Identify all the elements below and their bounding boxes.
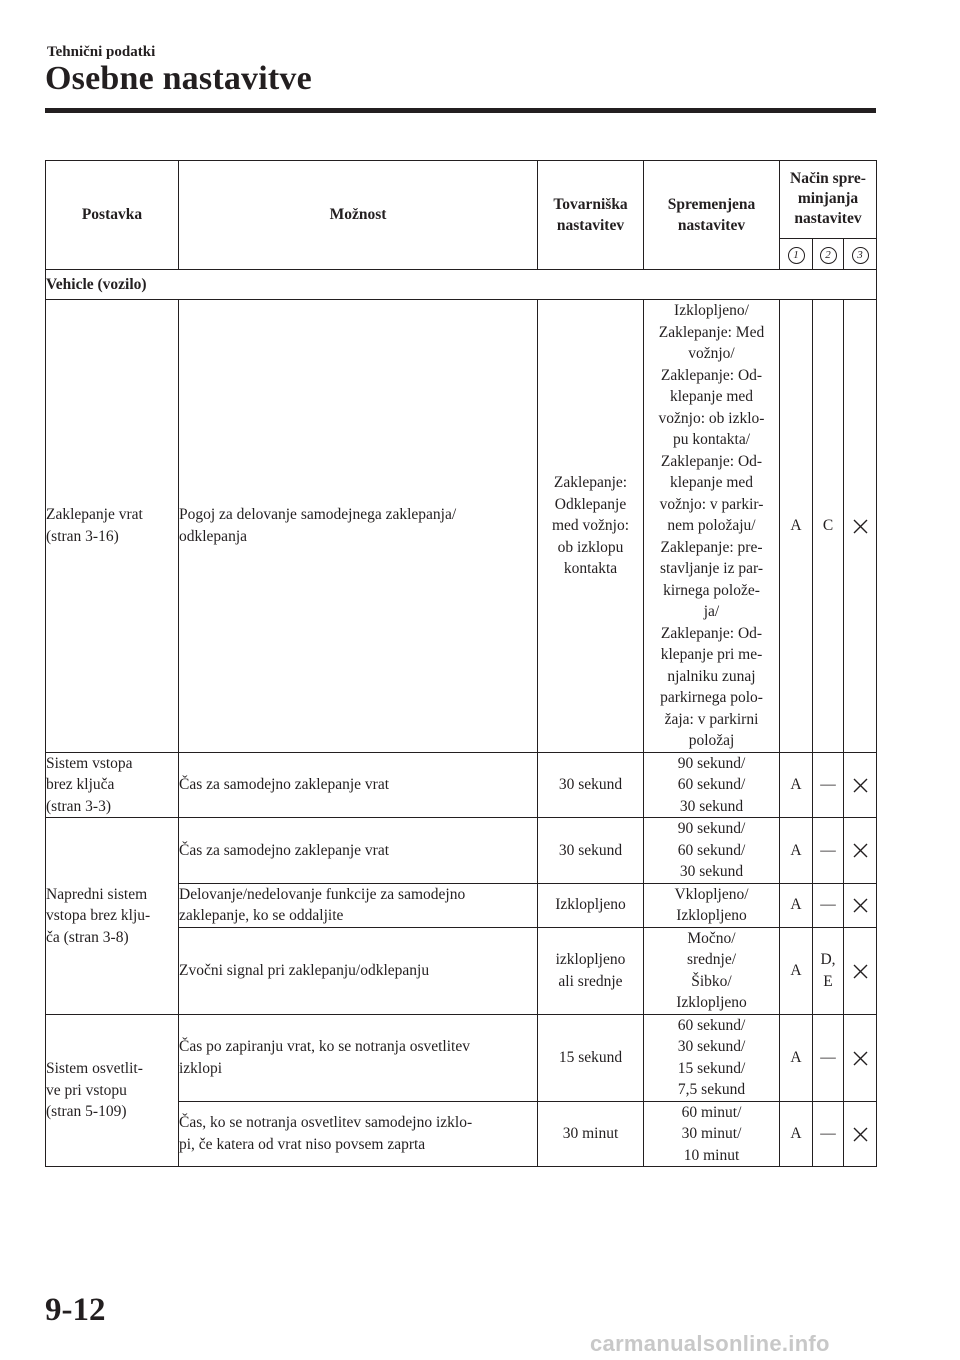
cross-icon xyxy=(853,898,868,913)
row-factory: 15 sekund xyxy=(538,1014,644,1101)
row-mode-1: A xyxy=(780,1014,813,1101)
row-factory: Izklopljeno xyxy=(538,883,644,927)
row-factory: 30 minut xyxy=(538,1101,644,1167)
table-row xyxy=(46,300,877,753)
table-row xyxy=(46,1014,877,1101)
row-mode-2: — xyxy=(813,818,844,884)
row-factory: Zaklepanje: Odklepanje med vožnjo: ob izklopu kontakta xyxy=(538,300,644,753)
row-option: Čas za samodejno zaklepanje vrat xyxy=(179,818,538,884)
row-option: Pogoj za delovanje samodejnega zaklepanja/ odklepanja xyxy=(179,300,538,753)
mode-mark-3: 3 xyxy=(844,238,877,269)
page-title: Osebne nastavitve xyxy=(45,60,312,97)
mode-mark-2: 2 xyxy=(813,238,844,269)
row-mode-3 xyxy=(844,818,877,884)
row-mode-2: — xyxy=(813,752,844,818)
table-row xyxy=(46,752,877,818)
row-mode-2: — xyxy=(813,883,844,927)
row-item: Zaklepanje vrat (stran 3-16) xyxy=(46,300,179,753)
row-option: Čas za samodejno zaklepanje vrat xyxy=(179,752,538,818)
header-item: Postavka xyxy=(46,161,179,270)
row-mode-1: A xyxy=(780,883,813,927)
row-mode-3 xyxy=(844,1014,877,1101)
cross-icon xyxy=(853,1127,868,1142)
row-mode-1: A xyxy=(780,752,813,818)
row-option: Čas, ko se notranja osvetlitev samodejno izklo- pi, če katera od vrat niso povsem zaprta xyxy=(179,1101,538,1167)
row-mode-1: A xyxy=(780,300,813,753)
row-mode-3 xyxy=(844,1101,877,1167)
row-changed: 90 sekund/ 60 sekund/ 30 sekund xyxy=(644,818,780,884)
row-changed: 60 sekund/ 30 sekund/ 15 sekund/ 7,5 sekund xyxy=(644,1014,780,1101)
header-option: Možnost xyxy=(179,161,538,270)
row-item: Napredni sistem vstopa brez klju- ča (stran 3-8) xyxy=(46,818,179,1015)
cross-icon xyxy=(853,1051,868,1066)
cross-icon xyxy=(853,778,868,793)
cross-icon xyxy=(853,519,868,534)
row-option: Zvočni signal pri zaklepanju/odklepanju xyxy=(179,927,538,1014)
watermark: carmanualsonline.info xyxy=(590,1331,830,1356)
row-changed: 60 minut/ 30 minut/ 10 minut xyxy=(644,1101,780,1167)
row-option: Čas po zapiranju vrat, ko se notranja osvetlitev izklopi xyxy=(179,1014,538,1101)
title-divider xyxy=(45,108,876,113)
section-label: Tehnični podatki xyxy=(47,44,156,60)
page-number: 9-12 xyxy=(45,1292,106,1328)
row-option: Delovanje/nedelovanje funkcije za samodejno zaklepanje, ko se oddaljite xyxy=(179,883,538,927)
row-factory: 30 sekund xyxy=(538,818,644,884)
header-factory: Tovarniška nastavitev xyxy=(538,161,644,270)
row-mode-1: A xyxy=(780,818,813,884)
row-factory: izklopljeno ali srednje xyxy=(538,927,644,1014)
row-mode-3 xyxy=(844,752,877,818)
row-mode-2: — xyxy=(813,1101,844,1167)
mode-mark-1: 1 xyxy=(780,238,813,269)
row-mode-1: A xyxy=(780,1101,813,1167)
row-changed: Izklopljeno/ Zaklepanje: Med vožnjo/ Zaklepanje: Od- klepanje med vožnjo: ob izklo- pu kontakta/ Zaklepanje: Od- klepanje med vožnjo: v parkir- nem položaju/ Zaklepanje: pre- stavljanje iz par- kirnega polože- ja/ Zaklepanje: Od- klepanje pri me- njalniku zunaj parkirnega polo- žaja: v parkirni položaj xyxy=(644,300,780,753)
settings-table xyxy=(45,160,877,1167)
cross-icon xyxy=(853,964,868,979)
table-row xyxy=(46,818,877,884)
row-mode-3 xyxy=(844,883,877,927)
row-mode-2: D, E xyxy=(813,927,844,1014)
group-row-vehicle: Vehicle (vozilo) xyxy=(46,270,877,300)
header-changed: Spremenjena nastavitev xyxy=(644,161,780,270)
row-item: Sistem vstopa brez ključa (stran 3-3) xyxy=(46,752,179,818)
header-mode: Način spre- minjanja nastavitev xyxy=(780,161,877,239)
cross-icon xyxy=(853,843,868,858)
row-changed: 90 sekund/ 60 sekund/ 30 sekund xyxy=(644,752,780,818)
row-item: Sistem osvetlit- ve pri vstopu (stran 5-109) xyxy=(46,1014,179,1167)
row-mode-2: — xyxy=(813,1014,844,1101)
row-mode-1: A xyxy=(780,927,813,1014)
row-mode-3 xyxy=(844,927,877,1014)
row-changed: Močno/ srednje/ Šibko/ Izklopljeno xyxy=(644,927,780,1014)
row-mode-2: C xyxy=(813,300,844,753)
row-factory: 30 sekund xyxy=(538,752,644,818)
row-mode-3 xyxy=(844,300,877,753)
row-changed: Vklopljeno/ Izklopljeno xyxy=(644,883,780,927)
